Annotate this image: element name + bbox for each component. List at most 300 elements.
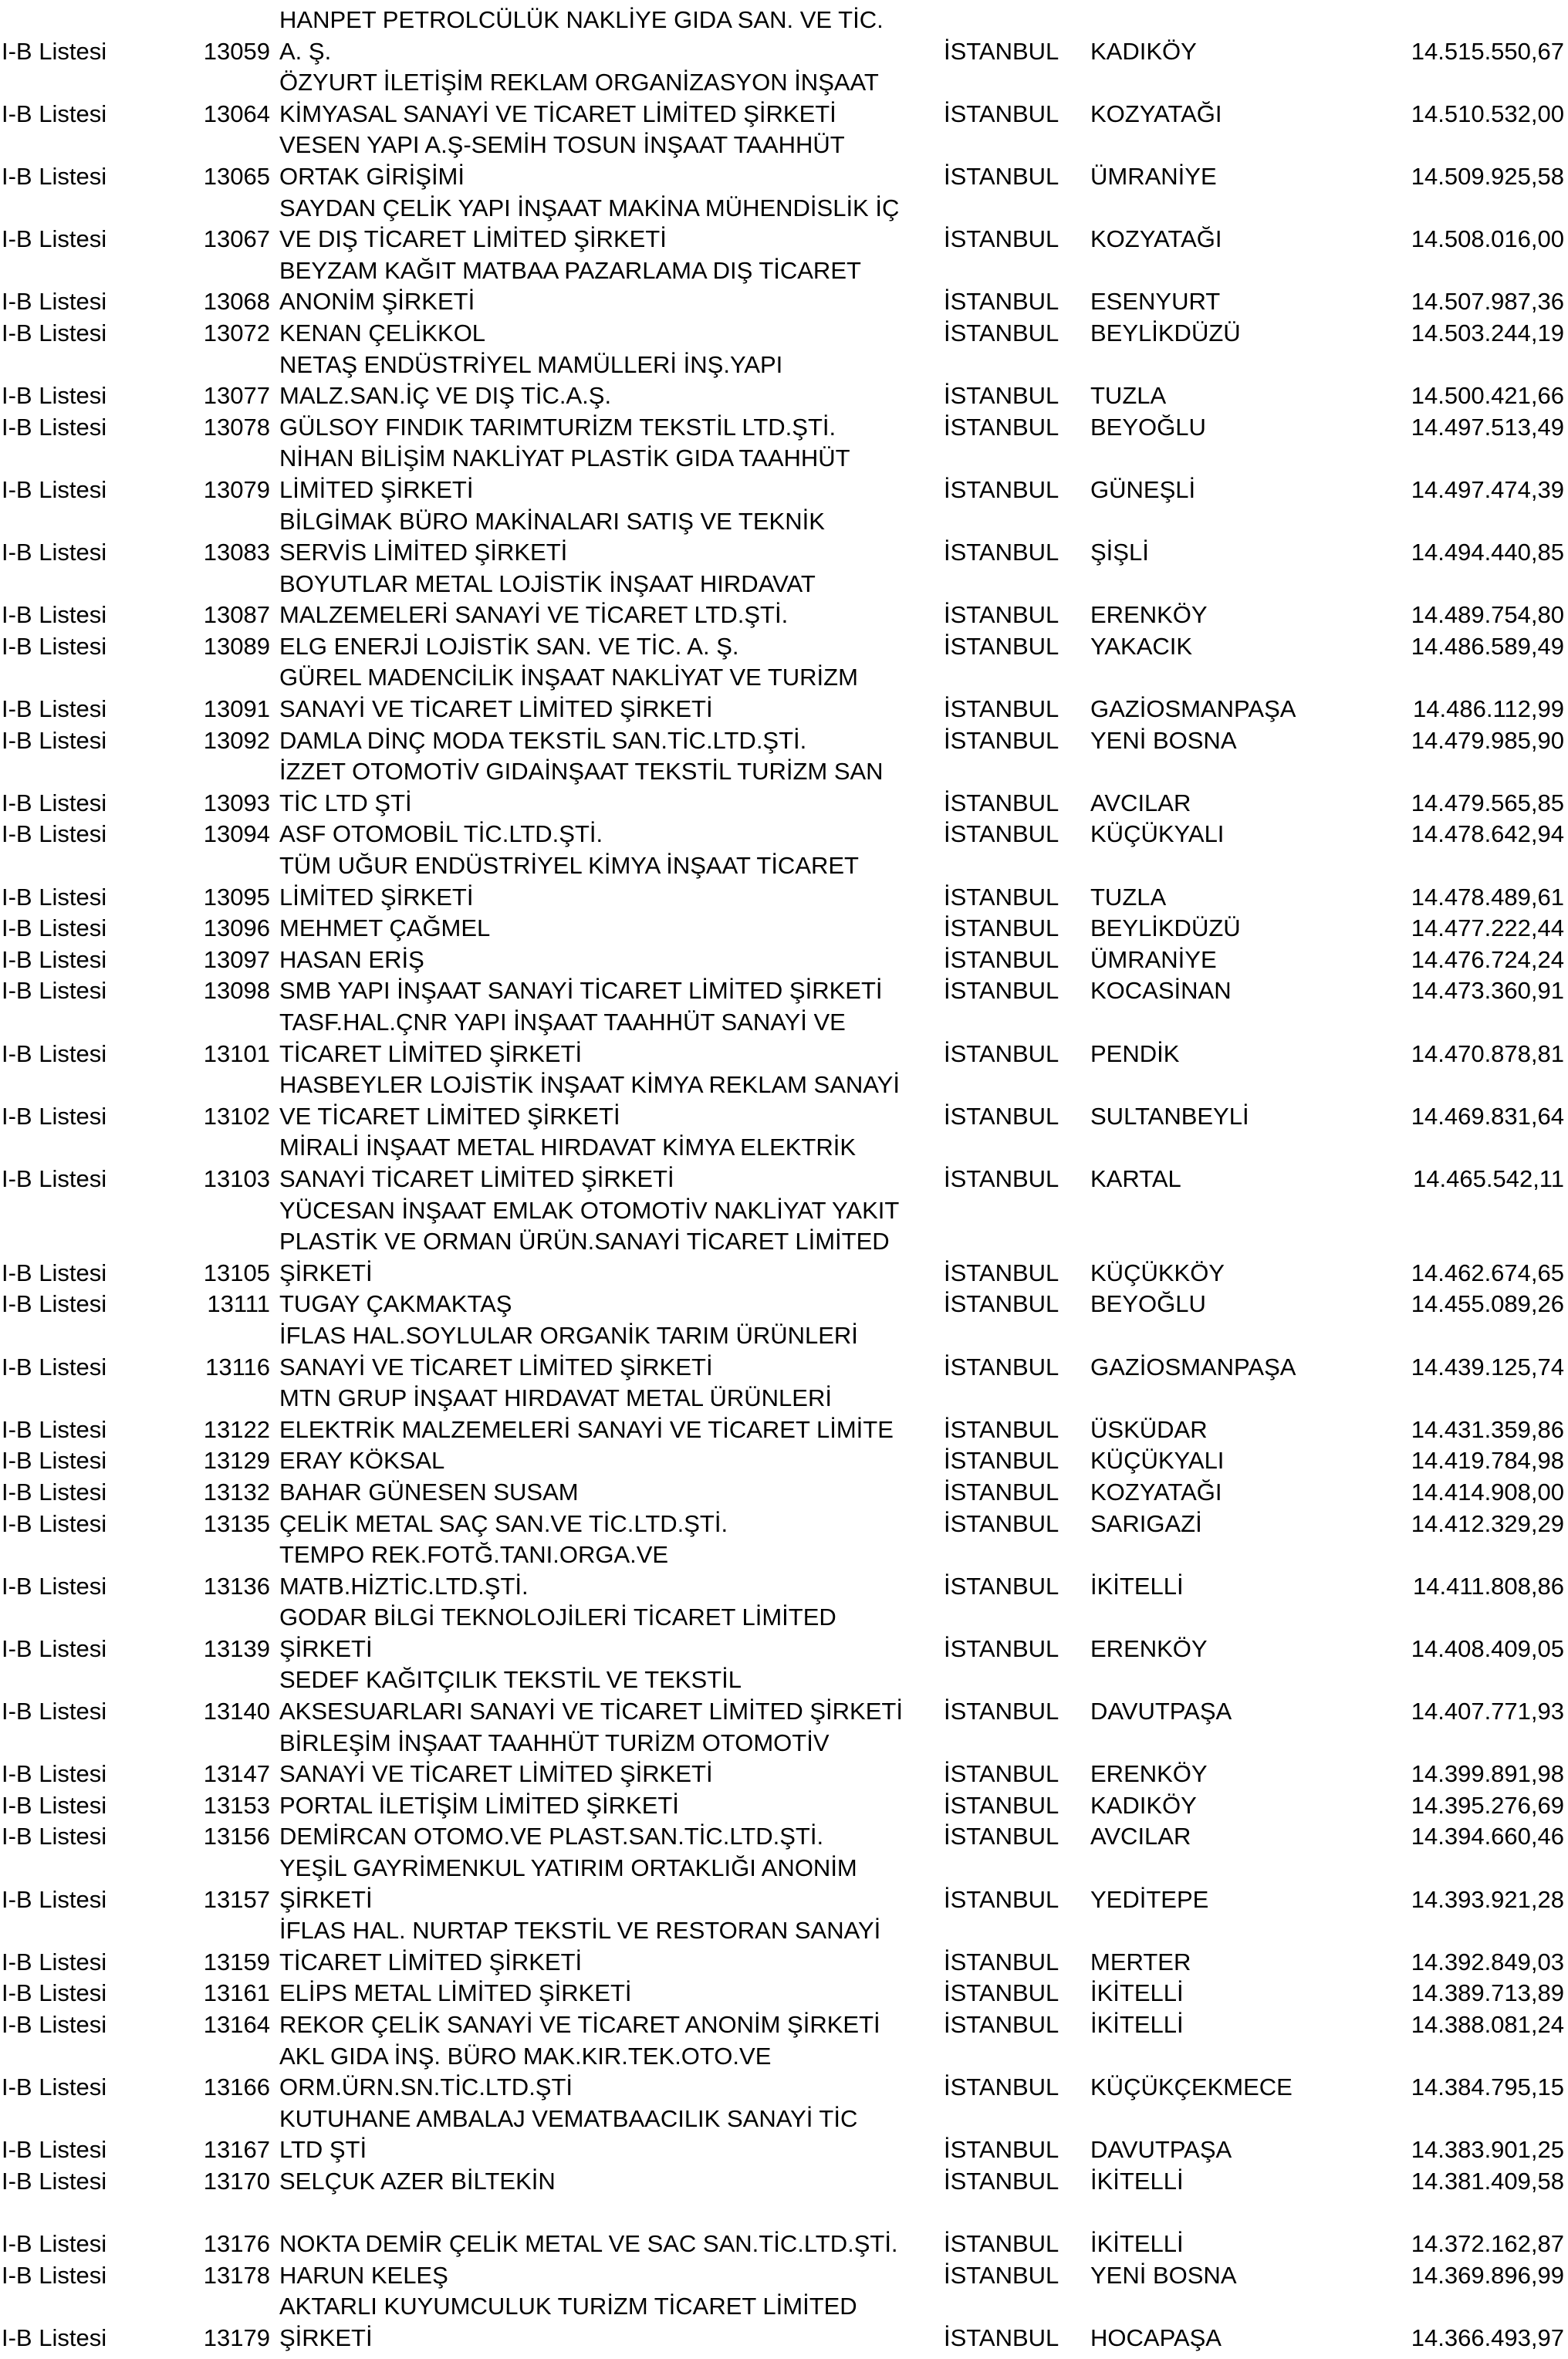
list-type-cell: I-B Listesi <box>2 475 107 503</box>
table-row <box>0 1884 1568 1916</box>
city-cell: İSTANBUL <box>944 2230 1059 2258</box>
list-type-cell: I-B Listesi <box>2 2261 107 2289</box>
table-row <box>0 350 1568 381</box>
sequence-number-cell: 13089 <box>203 632 270 660</box>
city-cell: İSTANBUL <box>944 382 1059 410</box>
city-cell: İSTANBUL <box>944 1634 1059 1662</box>
table-row <box>0 1509 1568 1540</box>
list-type-cell: I-B Listesi <box>2 820 107 848</box>
district-cell: KOZYATAĞI <box>1090 1478 1222 1506</box>
amount-cell: 14.469.831,64 <box>1411 1102 1564 1130</box>
table-row <box>0 1790 1568 1822</box>
company-name-cell: TİC LTD ŞTİ <box>279 789 412 816</box>
company-name-cell: PORTAL İLETİŞİM LİMİTED ŞİRKETİ <box>279 1791 679 1819</box>
list-type-cell: I-B Listesi <box>2 319 107 346</box>
company-name-cell: İFLAS HAL.SOYLULAR ORGANİK TARIM ÜRÜNLERİ <box>279 1321 858 1349</box>
list-type-cell: I-B Listesi <box>2 1760 107 1788</box>
table-row <box>0 255 1568 287</box>
sequence-number-cell <box>0 756 270 788</box>
sequence-number-cell <box>0 506 270 538</box>
table-row <box>0 882 1568 914</box>
sequence-number-cell <box>0 193 270 225</box>
table-row <box>0 1947 1568 1979</box>
district-cell: MERTER <box>1090 1948 1191 1975</box>
company-name-cell: SMB YAPI İNŞAAT SANAYİ TİCARET LİMİTED ŞİRKETİ <box>279 977 883 1005</box>
city-cell: İSTANBUL <box>944 1478 1059 1506</box>
sequence-number-cell: 13111 <box>207 1290 270 1318</box>
district-cell: KÜÇÜKYALI <box>1090 1447 1225 1475</box>
company-name-cell: KUTUHANE AMBALAJ VEMATBAACILIK SANAYİ TİC <box>279 2104 858 2132</box>
amount-cell: 14.497.513,49 <box>1411 413 1564 441</box>
list-type-cell: I-B Listesi <box>2 100 107 127</box>
district-cell: KÜÇÜKÇEKMECE <box>1090 2073 1293 2101</box>
company-name-cell: ORM.ÜRN.SN.TİC.LTD.ŞTİ <box>279 2073 573 2101</box>
district-cell: ÜMRANİYE <box>1090 162 1217 190</box>
district-cell: HOCAPAŞA <box>1090 2324 1222 2351</box>
sequence-number-cell: 13065 <box>203 162 270 190</box>
company-name-cell: MEHMET ÇAĞMEL <box>279 914 491 942</box>
company-name-cell: DAMLA DİNÇ MODA TEKSTİL SAN.TİC.LTD.ŞTİ. <box>279 726 807 754</box>
company-name-cell: DEMİRCAN OTOMO.VE PLAST.SAN.TİC.LTD.ŞTİ. <box>279 1823 824 1850</box>
district-cell: DAVUTPAŞA <box>1090 2136 1232 2164</box>
table-row <box>0 36 1568 68</box>
sequence-number-cell: 13077 <box>203 382 270 410</box>
table-row <box>0 2260 1568 2292</box>
amount-cell: 14.407.771,93 <box>1411 1698 1564 1725</box>
district-cell: ESENYURT <box>1090 288 1221 316</box>
sequence-number-cell <box>0 1226 270 1258</box>
list-type-cell: I-B Listesi <box>2 2011 107 2038</box>
table-row <box>0 1383 1568 1414</box>
city-cell: İSTANBUL <box>944 37 1059 65</box>
amount-cell: 14.503.244,19 <box>1411 319 1564 346</box>
company-name-cell: ERAY KÖKSAL <box>279 1447 445 1475</box>
city-cell: İSTANBUL <box>944 2073 1059 2101</box>
sequence-number-cell: 13147 <box>203 1760 270 1788</box>
district-cell: KÜÇÜKKÖY <box>1090 1259 1225 1286</box>
district-cell: BEYLİKDÜZÜ <box>1090 914 1241 942</box>
list-type-cell: I-B Listesi <box>2 2136 107 2164</box>
list-type-cell: I-B Listesi <box>2 1164 107 1192</box>
list-type-cell: I-B Listesi <box>2 225 107 253</box>
table-row <box>0 1289 1568 1320</box>
company-name-cell: SANAYİ VE TİCARET LİMİTED ŞİRKETİ <box>279 1353 713 1381</box>
list-type-cell: I-B Listesi <box>2 2073 107 2101</box>
amount-cell: 14.369.896,99 <box>1411 2261 1564 2289</box>
city-cell: İSTANBUL <box>944 475 1059 503</box>
table-row <box>0 600 1568 631</box>
table-row <box>0 1821 1568 1853</box>
list-type-cell: I-B Listesi <box>2 1885 107 1913</box>
city-cell: İSTANBUL <box>944 1760 1059 1788</box>
sequence-number-cell: 13078 <box>203 413 270 441</box>
amount-cell: 14.394.660,46 <box>1411 1823 1564 1850</box>
district-cell: SULTANBEYLİ <box>1090 1102 1249 1130</box>
company-name-cell: VE DIŞ TİCARET LİMİTED ŞİRKETİ <box>279 225 667 253</box>
list-type-cell: I-B Listesi <box>2 1509 107 1537</box>
district-cell: İKİTELLİ <box>1090 1572 1184 1600</box>
company-name-cell: LİMİTED ŞİRKETİ <box>279 883 474 911</box>
company-name-cell: KİMYASAL SANAYİ VE TİCARET LİMİTED ŞİRKETİ <box>279 100 836 127</box>
list-type-cell: I-B Listesi <box>2 1572 107 1600</box>
city-cell: İSTANBUL <box>944 413 1059 441</box>
city-cell: İSTANBUL <box>944 539 1059 566</box>
district-cell: KADIKÖY <box>1090 37 1197 65</box>
company-name-cell: ANONİM ŞİRKETİ <box>279 288 475 316</box>
city-cell: İSTANBUL <box>944 977 1059 1005</box>
company-name-cell: ŞİRKETİ <box>279 2324 373 2351</box>
list-type-cell: I-B Listesi <box>2 977 107 1005</box>
sequence-number-cell: 13132 <box>203 1478 270 1506</box>
city-cell: İSTANBUL <box>944 789 1059 816</box>
city-cell: İSTANBUL <box>944 1415 1059 1443</box>
city-cell: İSTANBUL <box>944 319 1059 346</box>
city-cell: İSTANBUL <box>944 695 1059 723</box>
table-row <box>0 537 1568 569</box>
company-name-cell: MİRALİ İNŞAAT METAL HIRDAVAT KİMYA ELEKTRİK <box>279 1134 857 1161</box>
city-cell: İSTANBUL <box>944 225 1059 253</box>
city-cell: İSTANBUL <box>944 632 1059 660</box>
sequence-number-cell <box>0 1664 270 1696</box>
company-name-cell: YÜCESAN İNŞAAT EMLAK OTOMOTİV NAKLİYAT YAKIT <box>279 1196 900 1224</box>
district-cell: SARIGAZİ <box>1090 1509 1202 1537</box>
amount-cell: 14.455.089,26 <box>1411 1290 1564 1318</box>
table-row <box>0 1258 1568 1289</box>
table-row <box>0 224 1568 255</box>
sequence-number-cell: 13161 <box>203 1979 270 2007</box>
amount-cell: 14.494.440,85 <box>1411 539 1564 566</box>
company-name-cell: ELİPS METAL LİMİTED ŞİRKETİ <box>279 1979 632 2007</box>
company-name-cell: İFLAS HAL. NURTAP TEKSTİL VE RESTORAN SANAYİ <box>279 1917 881 1945</box>
company-name-cell: AKL GIDA İNŞ. BÜRO MAK.KIR.TEK.OTO.VE <box>279 2042 772 2070</box>
company-name-cell: TUGAY ÇAKMAKTAŞ <box>279 1290 512 1318</box>
sequence-number-cell: 13101 <box>203 1039 270 1067</box>
amount-cell: 14.478.642,94 <box>1411 820 1564 848</box>
table-row <box>0 1070 1568 1101</box>
table-row <box>0 1728 1568 1759</box>
sequence-number-cell: 13087 <box>203 601 270 629</box>
sequence-number-cell: 13083 <box>203 539 270 566</box>
sequence-number-cell <box>0 1383 270 1414</box>
city-cell: İSTANBUL <box>944 162 1059 190</box>
table-row <box>0 631 1568 663</box>
table-row <box>0 1477 1568 1509</box>
amount-cell: 14.486.589,49 <box>1411 632 1564 660</box>
city-cell: İSTANBUL <box>944 1447 1059 1475</box>
sequence-number-cell <box>0 1320 270 1352</box>
amount-cell: 14.419.784,98 <box>1411 1447 1564 1475</box>
company-name-cell: TÜM UĞUR ENDÜSTRİYEL KİMYA İNŞAAT TİCARET <box>279 852 859 880</box>
district-cell: BEYOĞLU <box>1090 413 1206 441</box>
list-type-cell: I-B Listesi <box>2 1698 107 1725</box>
amount-cell: 14.500.421,66 <box>1411 382 1564 410</box>
district-cell: ERENKÖY <box>1090 1760 1208 1788</box>
sequence-number-cell: 13140 <box>203 1698 270 1725</box>
amount-cell: 14.477.222,44 <box>1411 914 1564 942</box>
company-name-cell: MTN GRUP İNŞAAT HIRDAVAT METAL ÜRÜNLERİ <box>279 1384 832 1412</box>
sequence-number-cell <box>0 1132 270 1164</box>
sequence-number-cell: 13093 <box>203 789 270 816</box>
amount-cell: 14.507.987,36 <box>1411 288 1564 316</box>
table-row <box>0 2291 1568 2323</box>
table-row <box>0 2198 1568 2229</box>
city-cell: İSTANBUL <box>944 2261 1059 2289</box>
sequence-number-cell <box>0 850 270 882</box>
table-row <box>0 1132 1568 1164</box>
amount-cell: 14.509.925,58 <box>1411 162 1564 190</box>
amount-cell: 14.395.276,69 <box>1411 1791 1564 1819</box>
sequence-number-cell: 13072 <box>203 319 270 346</box>
list-type-cell: I-B Listesi <box>2 601 107 629</box>
sequence-number-cell <box>0 1539 270 1571</box>
sequence-number-cell: 13122 <box>203 1415 270 1443</box>
sequence-number-cell <box>0 1195 270 1227</box>
company-name-cell: AKTARLI KUYUMCULUK TURİZM TİCARET LİMİTED <box>279 2293 857 2320</box>
table-row <box>0 2009 1568 2041</box>
company-name-cell: HASBEYLER LOJİSTİK İNŞAAT KİMYA REKLAM SANAYİ <box>279 1071 900 1099</box>
city-cell: İSTANBUL <box>944 2167 1059 2195</box>
sequence-number-cell: 13166 <box>203 2073 270 2101</box>
table-row <box>0 1195 1568 1227</box>
table-row <box>0 694 1568 725</box>
sequence-number-cell: 13139 <box>203 1634 270 1662</box>
district-cell: YAKACIK <box>1090 632 1193 660</box>
sequence-number-cell: 13116 <box>205 1353 270 1381</box>
company-name-cell: ŞİRKETİ <box>279 1885 373 1913</box>
sequence-number-cell: 13129 <box>203 1447 270 1475</box>
sequence-number-cell: 13094 <box>203 820 270 848</box>
company-name-cell: HANPET PETROLCÜLÜK NAKLİYE GIDA SAN. VE TİC. <box>279 6 884 33</box>
table-row <box>0 1101 1568 1133</box>
city-cell: İSTANBUL <box>944 2324 1059 2351</box>
city-cell: İSTANBUL <box>944 1102 1059 1130</box>
sequence-number-cell <box>0 2291 270 2323</box>
sequence-number-cell: 13059 <box>203 37 270 65</box>
company-name-cell: ORTAK GİRİŞİMİ <box>279 162 465 190</box>
list-type-cell: I-B Listesi <box>2 1353 107 1381</box>
amount-cell: 14.508.016,00 <box>1411 225 1564 253</box>
company-name-cell: HASAN ERİŞ <box>279 945 424 973</box>
sequence-number-cell: 13103 <box>203 1164 270 1192</box>
city-cell: İSTANBUL <box>944 1509 1059 1537</box>
city-cell: İSTANBUL <box>944 945 1059 973</box>
city-cell: İSTANBUL <box>944 820 1059 848</box>
sequence-number-cell: 13079 <box>203 475 270 503</box>
table-row <box>0 569 1568 600</box>
company-name-cell: SEDEF KAĞITÇILIK TEKSTİL VE TEKSTİL <box>279 1666 742 1694</box>
table-row <box>0 161 1568 193</box>
table-row <box>0 130 1568 161</box>
list-type-cell: I-B Listesi <box>2 2230 107 2258</box>
table-row <box>0 1039 1568 1070</box>
amount-cell: 14.388.081,24 <box>1411 2011 1564 2038</box>
list-type-cell: I-B Listesi <box>2 789 107 816</box>
city-cell: İSTANBUL <box>944 1353 1059 1381</box>
district-cell: YENİ BOSNA <box>1090 726 1237 754</box>
district-cell: TUZLA <box>1090 883 1167 911</box>
table-row <box>0 725 1568 757</box>
district-cell: BEYLİKDÜZÜ <box>1090 319 1241 346</box>
table-row <box>0 67 1568 99</box>
list-type-cell: I-B Listesi <box>2 1102 107 1130</box>
district-cell: KOCASİNAN <box>1090 977 1232 1005</box>
company-name-cell: SANAYİ TİCARET LİMİTED ŞİRKETİ <box>279 1164 674 1192</box>
sequence-number-cell: 13176 <box>203 2230 270 2258</box>
company-name-cell: VESEN YAPI A.Ş-SEMİH TOSUN İNŞAAT TAAHHÜT <box>279 131 845 159</box>
table-row <box>0 1164 1568 1195</box>
amount-cell: 14.414.908,00 <box>1411 1478 1564 1506</box>
sequence-number-cell: 13157 <box>203 1885 270 1913</box>
sequence-number-cell <box>0 255 270 287</box>
company-name-cell: BAHAR GÜNESEN SUSAM <box>279 1478 579 1506</box>
list-type-cell: I-B Listesi <box>2 1259 107 1286</box>
list-type-cell: I-B Listesi <box>2 382 107 410</box>
table-row <box>0 2072 1568 2104</box>
list-type-cell: I-B Listesi <box>2 288 107 316</box>
district-cell: GAZİOSMANPAŞA <box>1090 1353 1296 1381</box>
table-row <box>0 1445 1568 1477</box>
company-name-cell: GODAR BİLGİ TEKNOLOJİLERİ TİCARET LİMİTED <box>279 1604 836 1631</box>
district-cell: ERENKÖY <box>1090 1634 1208 1662</box>
company-name-cell: BİLGİMAK BÜRO MAKİNALARI SATIŞ VE TEKNİK <box>279 507 825 535</box>
sequence-number-cell: 13156 <box>203 1823 270 1850</box>
table-row <box>0 506 1568 538</box>
table-row <box>0 913 1568 945</box>
city-cell: İSTANBUL <box>944 883 1059 911</box>
company-name-cell: SAYDAN ÇELİK YAPI İNŞAAT MAKİNA MÜHENDİSLİK İÇ <box>279 194 900 221</box>
table-row <box>0 756 1568 788</box>
city-cell: İSTANBUL <box>944 100 1059 127</box>
table-row <box>0 2134 1568 2166</box>
table-row <box>0 2166 1568 2198</box>
company-name-cell: GÜLSOY FINDIK TARIMTURİZM TEKSTİL LTD.ŞTİ. <box>279 413 836 441</box>
table-row <box>0 1853 1568 1884</box>
company-name-cell: ELG ENERJİ LOJİSTİK SAN. VE TİC. A. Ş. <box>279 632 739 660</box>
city-cell: İSTANBUL <box>944 1948 1059 1975</box>
district-cell: ŞİŞLİ <box>1090 539 1149 566</box>
table-row <box>0 475 1568 506</box>
list-type-cell: I-B Listesi <box>2 945 107 973</box>
sequence-number-cell: 13135 <box>203 1509 270 1537</box>
company-name-cell: MATB.HİZTİC.LTD.ŞTİ. <box>279 1572 529 1600</box>
city-cell: İSTANBUL <box>944 1791 1059 1819</box>
amount-cell: 14.393.921,28 <box>1411 1885 1564 1913</box>
sequence-number-cell <box>0 5 270 36</box>
district-cell: KADIKÖY <box>1090 1791 1197 1819</box>
company-name-cell: HARUN KELEŞ <box>279 2261 448 2289</box>
company-name-cell: MALZEMELERİ SANAYİ VE TİCARET LTD.ŞTİ. <box>279 601 789 629</box>
amount-cell: 14.366.493,97 <box>1411 2324 1564 2351</box>
company-name-cell: MALZ.SAN.İÇ VE DIŞ TİC.A.Ş. <box>279 382 612 410</box>
table-row <box>0 662 1568 694</box>
list-type-cell: I-B Listesi <box>2 162 107 190</box>
table-row <box>0 1915 1568 1947</box>
company-name-cell: AKSESUARLARI SANAYİ VE TİCARET LİMİTED ŞİRKETİ <box>279 1698 903 1725</box>
company-name-cell: TASF.HAL.ÇNR YAPI İNŞAAT TAAHHÜT SANAYİ VE <box>279 1009 846 1036</box>
city-cell: İSTANBUL <box>944 1885 1059 1913</box>
city-cell: İSTANBUL <box>944 1572 1059 1600</box>
district-cell: KOZYATAĞI <box>1090 225 1222 253</box>
amount-cell: 14.411.808,86 <box>1413 1572 1564 1600</box>
sequence-number-cell <box>0 569 270 600</box>
table-row <box>0 318 1568 350</box>
city-cell: İSTANBUL <box>944 2011 1059 2038</box>
sequence-number-cell <box>0 2198 270 2229</box>
city-cell: İSTANBUL <box>944 1698 1059 1725</box>
company-name-cell: TİCARET LİMİTED ŞİRKETİ <box>279 1948 583 1975</box>
company-name-cell: SANAYİ VE TİCARET LİMİTED ŞİRKETİ <box>279 1760 713 1788</box>
company-name-cell: SELÇUK AZER BİLTEKİN <box>279 2167 556 2195</box>
sequence-number-cell <box>0 2104 270 2135</box>
company-name-cell: NETAŞ ENDÜSTRİYEL MAMÜLLERİ İNŞ.YAPI <box>279 350 783 378</box>
amount-cell: 14.510.532,00 <box>1411 100 1564 127</box>
sequence-number-cell: 13178 <box>203 2261 270 2289</box>
amount-cell: 14.381.409,58 <box>1411 2167 1564 2195</box>
district-cell: KÜÇÜKYALI <box>1090 820 1225 848</box>
sequence-number-cell: 13167 <box>203 2136 270 2164</box>
district-cell: ÜMRANİYE <box>1090 945 1217 973</box>
table-row <box>0 2104 1568 2135</box>
district-cell: AVCILAR <box>1090 1823 1191 1850</box>
table-row <box>0 380 1568 412</box>
company-name-cell: YEŞİL GAYRİMENKUL YATIRIM ORTAKLIĞI ANONİM <box>279 1854 857 1882</box>
sequence-number-cell <box>0 1602 270 1634</box>
sequence-number-cell <box>0 2041 270 2073</box>
city-cell: İSTANBUL <box>944 1979 1059 2007</box>
sequence-number-cell: 13136 <box>203 1572 270 1600</box>
district-cell: ÜSKÜDAR <box>1090 1415 1208 1443</box>
list-type-cell: I-B Listesi <box>2 883 107 911</box>
list-type-cell: I-B Listesi <box>2 632 107 660</box>
list-type-cell: I-B Listesi <box>2 1290 107 1318</box>
sequence-number-cell: 13092 <box>203 726 270 754</box>
sequence-number-cell: 13164 <box>203 2011 270 2038</box>
list-type-cell: I-B Listesi <box>2 1791 107 1819</box>
sequence-number-cell: 13097 <box>203 945 270 973</box>
district-cell: İKİTELLİ <box>1090 1979 1184 2007</box>
city-cell: İSTANBUL <box>944 601 1059 629</box>
table-row <box>0 1539 1568 1571</box>
list-type-cell: I-B Listesi <box>2 1478 107 1506</box>
company-name-cell: KENAN ÇELİKKOL <box>279 319 486 346</box>
company-name-cell: GÜREL MADENCİLİK İNŞAAT NAKLİYAT VE TURİZM <box>279 664 858 691</box>
list-type-cell: I-B Listesi <box>2 2167 107 2195</box>
district-cell: YENİ BOSNA <box>1090 2261 1237 2289</box>
table-row <box>0 1414 1568 1446</box>
sequence-number-cell <box>0 1853 270 1884</box>
sequence-number-cell: 13091 <box>203 695 270 723</box>
list-type-cell: I-B Listesi <box>2 1979 107 2007</box>
amount-cell: 14.479.985,90 <box>1411 726 1564 754</box>
table-row <box>0 850 1568 882</box>
district-cell: KOZYATAĞI <box>1090 100 1222 127</box>
company-name-cell: ASF OTOMOBİL TİC.LTD.ŞTİ. <box>279 820 603 848</box>
city-cell: İSTANBUL <box>944 726 1059 754</box>
company-name-cell: NOKTA DEMİR ÇELİK METAL VE SAC SAN.TİC.LTD.ŞTİ. <box>279 2230 898 2258</box>
company-table <box>0 5 1568 2354</box>
sequence-number-cell <box>0 130 270 161</box>
district-cell: DAVUTPAŞA <box>1090 1698 1232 1725</box>
district-cell: KARTAL <box>1090 1164 1181 1192</box>
amount-cell: 14.470.878,81 <box>1411 1039 1564 1067</box>
amount-cell: 14.372.162,87 <box>1411 2230 1564 2258</box>
district-cell: GAZİOSMANPAŞA <box>1090 695 1296 723</box>
company-name-cell: NİHAN BİLİŞİM NAKLİYAT PLASTİK GIDA TAAHHÜT <box>279 444 850 472</box>
table-row <box>0 1759 1568 1790</box>
list-type-cell: I-B Listesi <box>2 695 107 723</box>
amount-cell: 14.476.724,24 <box>1411 945 1564 973</box>
company-name-cell: İZZET OTOMOTİV GIDAİNŞAAT TEKSTİL TURİZM SAN <box>279 758 884 786</box>
